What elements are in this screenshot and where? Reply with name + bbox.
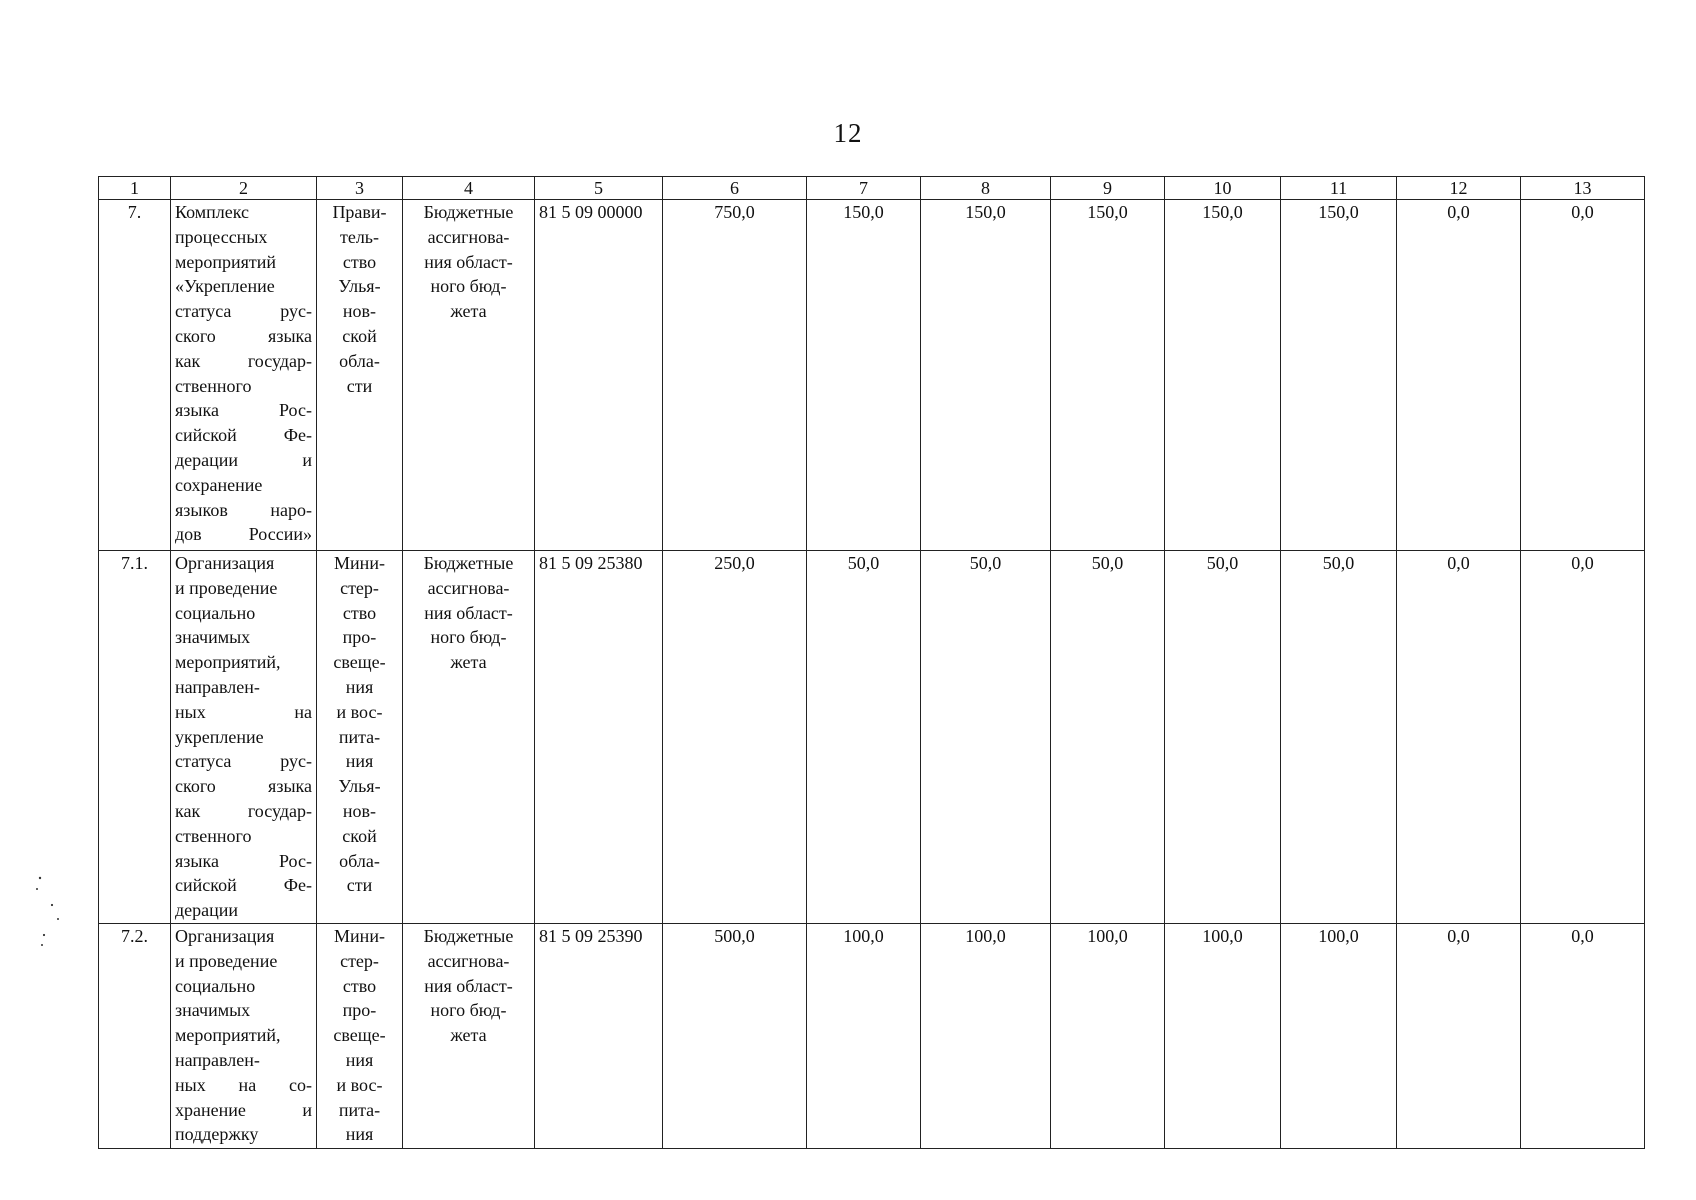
cell-line: поддержку [175, 1124, 259, 1145]
amount-cell: 50,0 [1165, 551, 1281, 924]
cell-line: ного бюд- [430, 627, 507, 648]
cell-line: дерации [175, 900, 239, 921]
cell-line: ного бюд- [430, 1000, 507, 1021]
amount-cell: 150,0 [921, 200, 1051, 551]
cell-line: ство [342, 602, 377, 623]
cell-line: дерации и [175, 449, 312, 470]
amount-cell: 150,0 [807, 200, 921, 551]
amount-cell: 0,0 [1521, 200, 1645, 551]
cell-line: языка Рос- [175, 400, 312, 421]
amount-cell: 100,0 [1281, 924, 1397, 1149]
table-row [99, 924, 1645, 1149]
amount-cell: 0,0 [1397, 551, 1521, 924]
cell-line: про- [342, 1000, 377, 1021]
cell-line: сийской Фе- [175, 425, 312, 446]
cell-line: обла- [339, 350, 380, 371]
cell-line: стер- [340, 577, 379, 598]
cell-line: Бюджетные [423, 553, 514, 573]
responsible-cell [317, 200, 403, 551]
responsible-cell [317, 551, 403, 924]
cell-line: ния [345, 1049, 374, 1070]
cell-line: жета [450, 652, 487, 673]
cell-line: направлен- [175, 1049, 260, 1070]
cell-line: языка Рос- [175, 850, 312, 871]
cell-line: Прави- [332, 202, 387, 222]
cell-line: социально [175, 975, 256, 996]
row-number-cell: 7. [99, 200, 171, 551]
table-row [99, 200, 1645, 551]
cell-line: и проведение [175, 577, 278, 598]
cell-line: хранение и [175, 1099, 312, 1120]
cell-line: Комплекс [175, 202, 250, 222]
amount-cell: 500,0 [663, 924, 807, 1149]
cell-line: свеще- [333, 1025, 386, 1046]
cell-line: как государ- [175, 350, 312, 371]
header-row [99, 177, 1645, 200]
amount-cell: 150,0 [1165, 200, 1281, 551]
column-header: 6 [663, 177, 807, 200]
row-number-cell: 7.1. [99, 551, 171, 924]
amount-cell: 250,0 [663, 551, 807, 924]
scan-specks [34, 875, 64, 955]
amount-cell: 50,0 [921, 551, 1051, 924]
funding-source-cell [403, 551, 535, 924]
cell-line: сти [346, 875, 373, 896]
cell-line: Улья- [338, 776, 381, 797]
amount-cell: 0,0 [1521, 924, 1645, 1149]
column-header: 9 [1051, 177, 1165, 200]
amount-cell: 100,0 [807, 924, 921, 1149]
column-header: 13 [1521, 177, 1645, 200]
cell-line: дов России» [175, 524, 312, 545]
cell-line: мероприятий, [175, 652, 281, 673]
cell-line: ственного [175, 825, 252, 846]
cell-line: Улья- [338, 276, 381, 297]
cell-line: ство [342, 975, 377, 996]
amount-cell: 100,0 [1165, 924, 1281, 1149]
cell-line: ассигнова- [427, 226, 510, 247]
cell-line: как государ- [175, 800, 312, 821]
cell-line: нов- [342, 800, 377, 821]
cell-line: нов- [342, 301, 377, 322]
responsible-cell [317, 924, 403, 1149]
cell-line: ния област- [424, 975, 513, 996]
cell-line: ния [345, 751, 374, 772]
funding-source-cell [403, 200, 535, 551]
amount-cell: 150,0 [1051, 200, 1165, 551]
cell-line: Бюджетные [423, 926, 514, 946]
cell-line: ния [345, 1124, 374, 1145]
cell-line: мероприятий [175, 251, 277, 272]
cell-line: ской [342, 825, 377, 846]
row-number-cell: 7.2. [99, 924, 171, 1149]
cell-line: жета [450, 1025, 487, 1046]
amount-cell: 750,0 [663, 200, 807, 551]
amount-cell: 100,0 [1051, 924, 1165, 1149]
column-header: 12 [1397, 177, 1521, 200]
column-header: 10 [1165, 177, 1281, 200]
cell-line: статуса рус- [175, 301, 312, 322]
cell-line: ского языка [175, 776, 312, 797]
amount-cell: 150,0 [1281, 200, 1397, 551]
cell-line: тель- [339, 226, 380, 247]
budget-code-cell: 81 5 09 00000 [535, 200, 663, 551]
cell-line: стер- [340, 950, 379, 971]
table-row [99, 551, 1645, 924]
column-header: 5 [535, 177, 663, 200]
column-header: 11 [1281, 177, 1397, 200]
budget-code-cell: 81 5 09 25380 [535, 551, 663, 924]
cell-line: ской [342, 325, 377, 346]
cell-line: укрепление [175, 726, 264, 747]
column-header: 2 [171, 177, 317, 200]
cell-line: ассигнова- [427, 950, 510, 971]
cell-line: ственного [175, 375, 252, 396]
cell-line: сийской Фе- [175, 875, 312, 896]
cell-line: свеще- [333, 652, 386, 673]
cell-line: ния област- [424, 602, 513, 623]
budget-code-cell: 81 5 09 25390 [535, 924, 663, 1149]
cell-line: обла- [339, 850, 380, 871]
cell-line: и вос- [336, 701, 383, 722]
column-header: 3 [317, 177, 403, 200]
cell-line: статуса рус- [175, 751, 312, 772]
column-header: 1 [99, 177, 171, 200]
cell-line: Мини- [334, 926, 385, 946]
measure-name-cell [171, 551, 317, 924]
cell-line: направлен- [175, 676, 260, 697]
measure-name-cell [171, 200, 317, 551]
cell-line: Организация [175, 553, 275, 573]
cell-line: социально [175, 602, 256, 623]
cell-line: жета [450, 301, 487, 322]
cell-line: Мини- [334, 553, 385, 573]
amount-cell: 50,0 [1051, 551, 1165, 924]
funding-source-cell [403, 924, 535, 1149]
cell-line: процессных [175, 226, 268, 247]
amount-cell: 0,0 [1397, 200, 1521, 551]
cell-line: значимых [175, 1000, 251, 1021]
budget-table [98, 176, 1645, 1149]
cell-line: пита- [338, 1099, 381, 1120]
cell-line: пита- [338, 726, 381, 747]
cell-line: Организация [175, 926, 275, 946]
amount-cell: 0,0 [1521, 551, 1645, 924]
cell-line: Бюджетные [423, 202, 514, 222]
cell-line: сохранение [175, 474, 263, 495]
cell-line: ния [345, 676, 374, 697]
cell-line: и вос- [336, 1074, 383, 1095]
amount-cell: 50,0 [1281, 551, 1397, 924]
cell-line: мероприятий, [175, 1025, 281, 1046]
cell-line: ассигнова- [427, 577, 510, 598]
cell-line: ного бюд- [430, 276, 507, 297]
cell-line: ского языка [175, 325, 312, 346]
measure-name-cell [171, 924, 317, 1149]
cell-line: ния област- [424, 251, 513, 272]
amount-cell: 0,0 [1397, 924, 1521, 1149]
cell-line: «Укрепление [175, 276, 275, 297]
cell-line: ных на со- [175, 1074, 312, 1095]
cell-line: языков наро- [175, 499, 312, 520]
amount-cell: 100,0 [921, 924, 1051, 1149]
cell-line: ство [342, 251, 377, 272]
cell-line: и проведение [175, 950, 278, 971]
page-number: 12 [833, 118, 863, 148]
cell-line: значимых [175, 627, 251, 648]
amount-cell: 50,0 [807, 551, 921, 924]
cell-line: ных на [175, 701, 312, 722]
column-header: 4 [403, 177, 535, 200]
cell-line: сти [346, 375, 373, 396]
column-header: 8 [921, 177, 1051, 200]
column-header: 7 [807, 177, 921, 200]
cell-line: про- [342, 627, 377, 648]
